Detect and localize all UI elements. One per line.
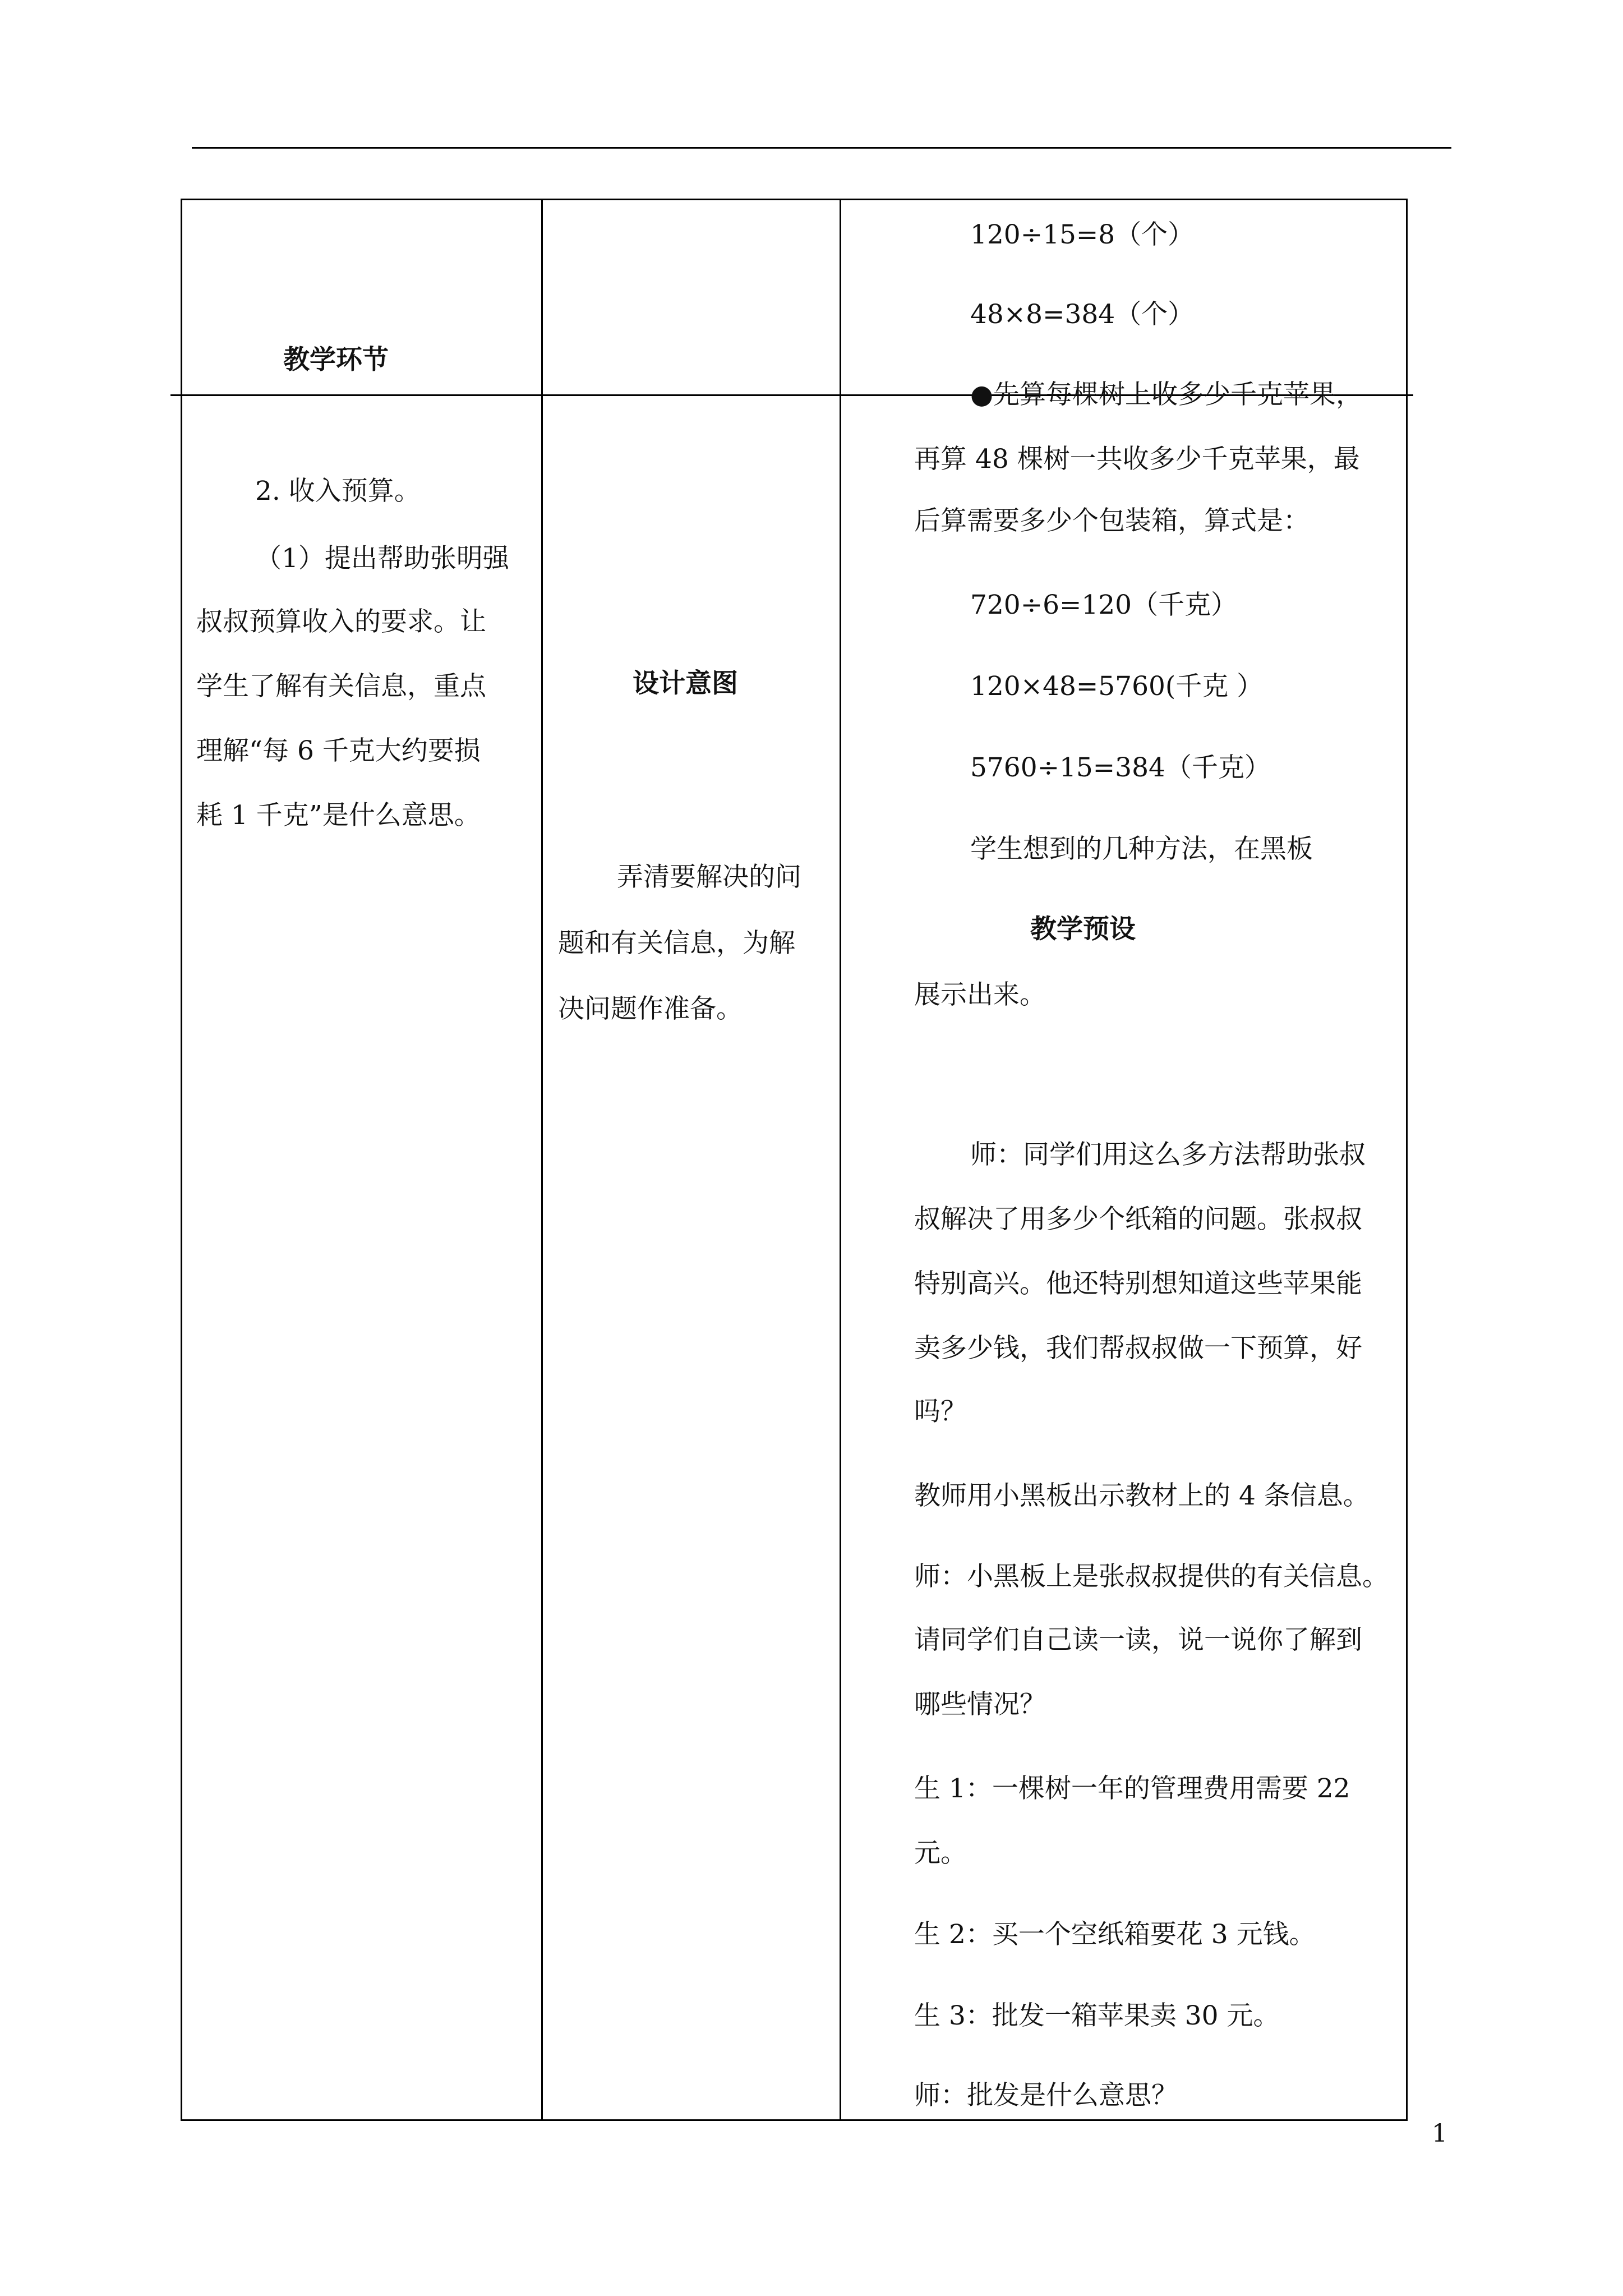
plan-line: 生 1：一棵树一年的管理费用需要 22 xyxy=(914,1773,1350,1804)
stage-line: （1）提出帮助张明强 xyxy=(255,543,509,574)
header-teaching-plan: 教学预设 xyxy=(1030,914,1136,945)
plan-line: 48×8=384（个） xyxy=(970,299,1195,330)
plan-line: 120÷15=8（个） xyxy=(970,219,1195,250)
stage-line: 理解“每 6 千克大约要损 xyxy=(196,735,481,766)
stage-line: 2. 收入预算。 xyxy=(255,476,421,507)
plan-line: 生 2：买一个空纸箱要花 3 元钱。 xyxy=(914,1919,1316,1950)
plan-line: 生 3：批发一箱苹果卖 30 元。 xyxy=(914,2000,1280,2031)
plan-line: 后算需要多少个包装箱，算式是： xyxy=(914,505,1310,536)
plan-line: 120×48=5760(千克 ） xyxy=(970,671,1264,702)
stage-line: 叔叔预算收入的要求。让 xyxy=(196,606,486,637)
header-design-intent: 设计意图 xyxy=(633,668,738,699)
plan-line: 叔解决了用多少个纸箱的问题。张叔叔 xyxy=(914,1204,1362,1235)
plan-line: 请同学们自己读一读，说一说你了解到 xyxy=(914,1625,1362,1655)
stage-line: 学生了解有关信息，重点 xyxy=(196,671,486,702)
page-number: 1 xyxy=(1432,2119,1447,2148)
plan-line: 哪些情况？ xyxy=(914,1689,1046,1720)
plan-line: 教师用小黑板出示教材上的 4 条信息。 xyxy=(914,1480,1370,1511)
plan-line: 吗？ xyxy=(914,1396,967,1427)
plan-line: 师：同学们用这么多方法帮助张叔 xyxy=(970,1139,1366,1170)
plan-line: 再算 48 棵树一共收多少千克苹果，最 xyxy=(914,444,1360,475)
header-teaching-stage: 教学环节 xyxy=(283,344,389,375)
plan-line: 特别高兴。他还特别想知道这些苹果能 xyxy=(914,1268,1362,1299)
plan-line: 展示出来。 xyxy=(914,979,1046,1010)
plan-line: 720÷6=120（千克） xyxy=(970,590,1238,620)
intent-line: 决问题作准备。 xyxy=(558,993,743,1024)
header-rule xyxy=(192,147,1451,149)
column-divider-2 xyxy=(840,199,841,2121)
stage-line: 耗 1 千克”是什么意思。 xyxy=(196,800,481,831)
plan-line: 元。 xyxy=(914,1838,967,1869)
plan-line: 5760÷15=384（千克） xyxy=(970,752,1271,783)
plan-line: 卖多少钱，我们帮叔叔做一下预算，好 xyxy=(914,1333,1362,1364)
plan-line: 师：小黑板上是张叔叔提供的有关信息。 xyxy=(914,1561,1389,1592)
plan-line: 学生想到的几种方法，在黑板 xyxy=(970,834,1313,864)
intent-line: 题和有关信息，为解 xyxy=(558,928,795,959)
plan-line: ●先算每棵树上收多少千克苹果， xyxy=(970,379,1363,410)
column-divider-1 xyxy=(541,199,543,2121)
plan-line: 师：批发是什么意思？ xyxy=(914,2080,1178,2111)
intent-line: 弄清要解决的问 xyxy=(617,862,801,892)
